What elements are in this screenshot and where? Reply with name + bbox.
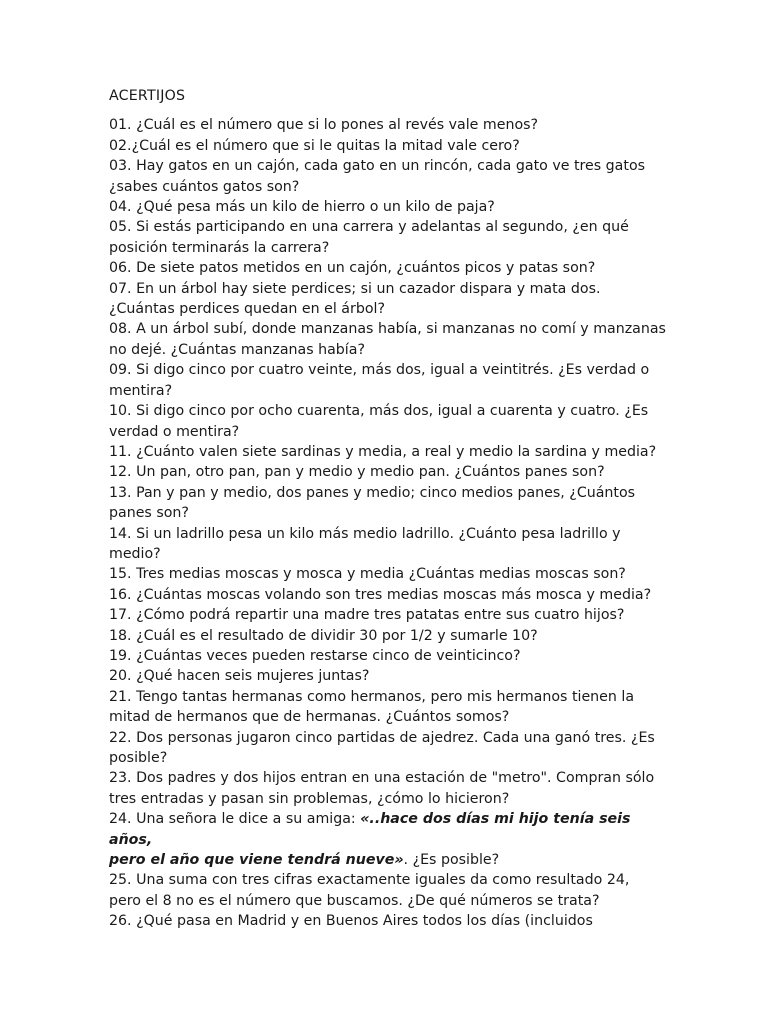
riddle-item: 18. ¿Cuál es el resultado de dividir 30 por 1/2 y sumarle 10? [109, 627, 538, 644]
riddle-item: 26. ¿Qué pasa en Madrid y en Buenos Aires todos los días (incluidos [109, 913, 593, 930]
riddle-item-24 [109, 809, 669, 870]
document-body [109, 86, 669, 932]
riddle-item: 09. Si digo cinco por cuatro veinte, más dos, igual a veintitrés. ¿Es verdad o mentira? [109, 362, 650, 399]
riddle-item: 05. Si estás participando en una carrera y adelantas al segundo, ¿en qué posición terminarás la carrera? [109, 219, 629, 256]
riddle-item: 04. ¿Qué pesa más un kilo de hierro o un kilo de paja? [109, 199, 495, 216]
riddle-item: 16. ¿Cuántas moscas volando son tres medias moscas más mosca y media? [109, 586, 652, 603]
riddle-item: 25. Una suma con tres cifras exactamente iguales da como resultado 24, pero el 8 no es el número que buscamos. ¿De qué números se trata? [109, 872, 630, 909]
riddle-24-quote-line2: pero el año que viene tendrá nueve» [109, 852, 404, 869]
riddle-item: 20. ¿Qué hacen seis mujeres juntas? [109, 668, 370, 685]
riddle-item: 02.¿Cuál es el número que si le quitas la mitad vale cero? [109, 137, 520, 154]
riddle-item: 13. Pan y pan y medio, dos panes y medio; cinco medios panes, ¿Cuántos panes son? [109, 484, 636, 522]
riddle-item: 11. ¿Cuánto valen siete sardinas y media, a real y medio la sardina y media? [109, 443, 657, 460]
riddle-item: 22. Dos personas jugaron cinco partidas de ajedrez. Cada una ganó tres. ¿Es posible? [109, 729, 655, 766]
riddle-item: 17. ¿Cómo podrá repartir una madre tres patatas entre sus cuatro hijos? [109, 607, 625, 624]
riddle-item: 08. A un árbol subí, donde manzanas había, si manzanas no comí y manzanas no dejé. ¿Cuántas manzanas había? [109, 321, 666, 358]
riddle-item: 03. Hay gatos en un cajón, cada gato en un rincón, cada gato ve tres gatos ¿sabes cuántos gatos son? [109, 158, 646, 195]
riddle-item: 14. Si un ladrillo pesa un kilo más medio ladrillo. ¿Cuánto pesa ladrillo y medio? [109, 525, 621, 562]
riddle-24-quote-line1: «..hace dos días mi hijo tenía seis años, [109, 811, 631, 848]
riddle-item: 23. Dos padres y dos hijos entran en una estación de "metro". Compran sólo tres entradas y pasan sin problemas, ¿cómo lo hicieron? [109, 770, 655, 807]
riddle-24-prefix: 24. Una señora le dice a su amiga: [109, 811, 361, 828]
riddle-item: 10. Si digo cinco por ocho cuarenta, más dos, igual a cuarenta y cuatro. ¿Es verdad o mentira? [109, 403, 649, 440]
riddle-list [109, 115, 669, 809]
riddle-item: 21. Tengo tantas hermanas como hermanos, pero mis hermanos tienen la mitad de hermanos que de hermanas. ¿Cuántos somos? [109, 688, 635, 726]
riddle-item: 07. En un árbol hay siete perdices; si un cazador dispara y mata dos. ¿Cuántas perdices quedan en el árbol? [109, 280, 601, 318]
page-title: ACERTIJOS [109, 88, 186, 104]
riddle-item: 12. Un pan, otro pan, pan y medio y medio pan. ¿Cuántos panes son? [109, 464, 605, 481]
riddle-item: 06. De siete patos metidos en un cajón, ¿cuántos picos y patas son? [109, 260, 596, 277]
riddle-item: 19. ¿Cuántas veces pueden restarse cinco de veinticinco? [109, 647, 521, 664]
riddle-item: 01. ¿Cuál es el número que si lo pones al revés vale menos? [109, 117, 539, 134]
riddle-item: 15. Tres medias moscas y mosca y media ¿Cuántas medias moscas son? [109, 566, 626, 583]
riddle-list-tail [109, 870, 669, 931]
riddle-24-suffix: . ¿Es posible? [403, 852, 500, 869]
